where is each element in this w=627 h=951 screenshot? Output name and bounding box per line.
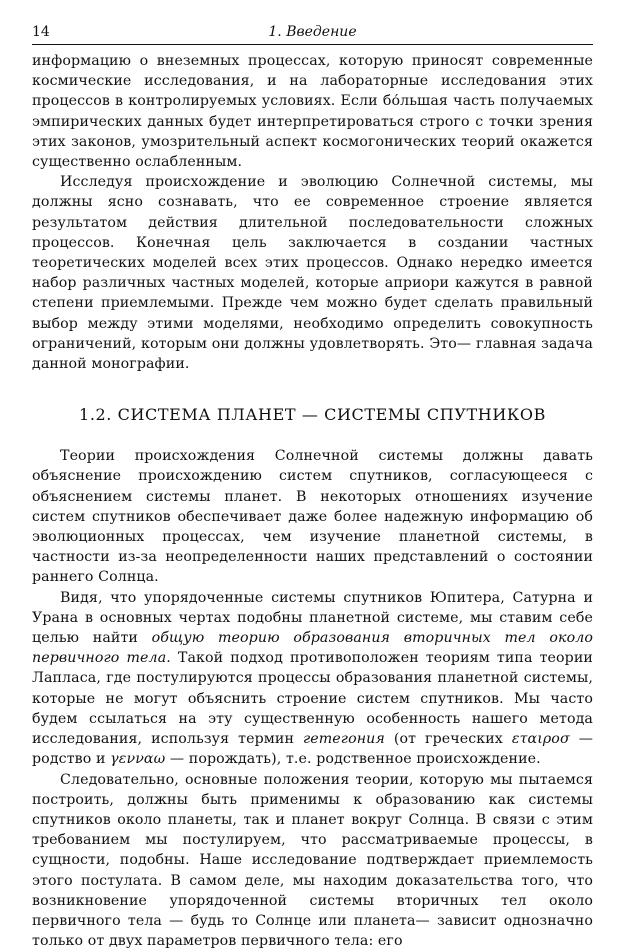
text-run: — порождать), т.е. родственное происхождение. <box>165 751 541 767</box>
greek-word-kinship: εταιρоσ <box>512 731 570 747</box>
paragraph-continued: информацию о внеземных процессах, которую приносят современные космические исследования, и на лабораторные исследования этих процессов в контролируемых условиях. Если бо́льшая часть получаемых эмпирических данных будет интерпретироваться строго с точки зрения этих законов, умозрительный аспект космогонических теорий окажется существенно ослабленным. <box>32 51 593 172</box>
page-number: 14 <box>32 22 50 42</box>
text-run: (от греческих <box>385 731 512 747</box>
book-page <box>32 22 593 951</box>
emphasis-general-theory: общую теорию образования вторичных тел около первичного тела. <box>32 630 593 666</box>
section-heading: 1.2. СИСТЕМА ПЛАНЕТ — СИСТЕМЫ СПУТНИКОВ <box>32 404 593 426</box>
running-title: 1. Введение <box>32 22 593 42</box>
paragraph-hetegony <box>32 588 593 770</box>
running-header <box>32 22 593 42</box>
paragraph-consequently: Следовательно, основные положения теории, которую мы пытаемся построить, должны быть применимы к образованию как системы спутников около планеты, так и планет вокруг Солнца. В связи с этим требованием мы постулируем, что рассматриваемые процессы, в сущности, подобны. Наше исследование подтверждает приемлемость этого постулата. В самом деле, мы находим доказательства того, что возникновение упорядоченной системы вторичных тел около первичного тела — будь то Солнце или планета— зависит однозначно только от двух параметров первичного тела: его <box>32 770 593 951</box>
text-run: — родство и <box>32 731 593 767</box>
header-rule <box>32 44 593 45</box>
term-hetegony: гетегония <box>303 731 385 747</box>
paragraph-theories-origin: Теории происхождения Солнечной системы должны давать объяснение происхождению систем спутников, согласующееся с объяснением системы планет. В некоторых отношениях изучение систем спутников обеспечивает даже более надежную информацию об эволюционных процессах, чем изучение планетной системы, в частности из-за неопределенности наших представлений о состоянии раннего Солнца. <box>32 446 593 587</box>
greek-word-generate: γενναω <box>110 751 165 767</box>
text-run: Такой подход противоположен теориям типа теории Лапласа, где постулируются процессы образования планетной системы, которые не могут объяснить строение систем спутников. Мы часто будем ссылаться на эту существенную особенность нашего метода исследования, используя термин <box>32 650 593 747</box>
text-run: Видя, что упорядоченные системы спутников Юпитера, Сатурна и Урана в основных чертах подобны планетной системе, мы ставим себе целью найти <box>32 590 593 646</box>
paragraph-solar-system-evolution: Исследуя происхождение и эволюцию Солнечной системы, мы должны ясно сознавать, что ее современное строение является результатом действия длительной последовательности сложных процессов. Конечная цель заключается в создании частных теоретических моделей всех этих процессов. Однако нередко имеется набор различных частных моделей, которые априори кажутся в равной степени приемлемыми. Прежде чем можно будет сделать правильный выбор между этими моделями, необходимо определить совокупность ограничений, которым они должны удовлетворять. Это— главная задача данной монографии. <box>32 172 593 374</box>
